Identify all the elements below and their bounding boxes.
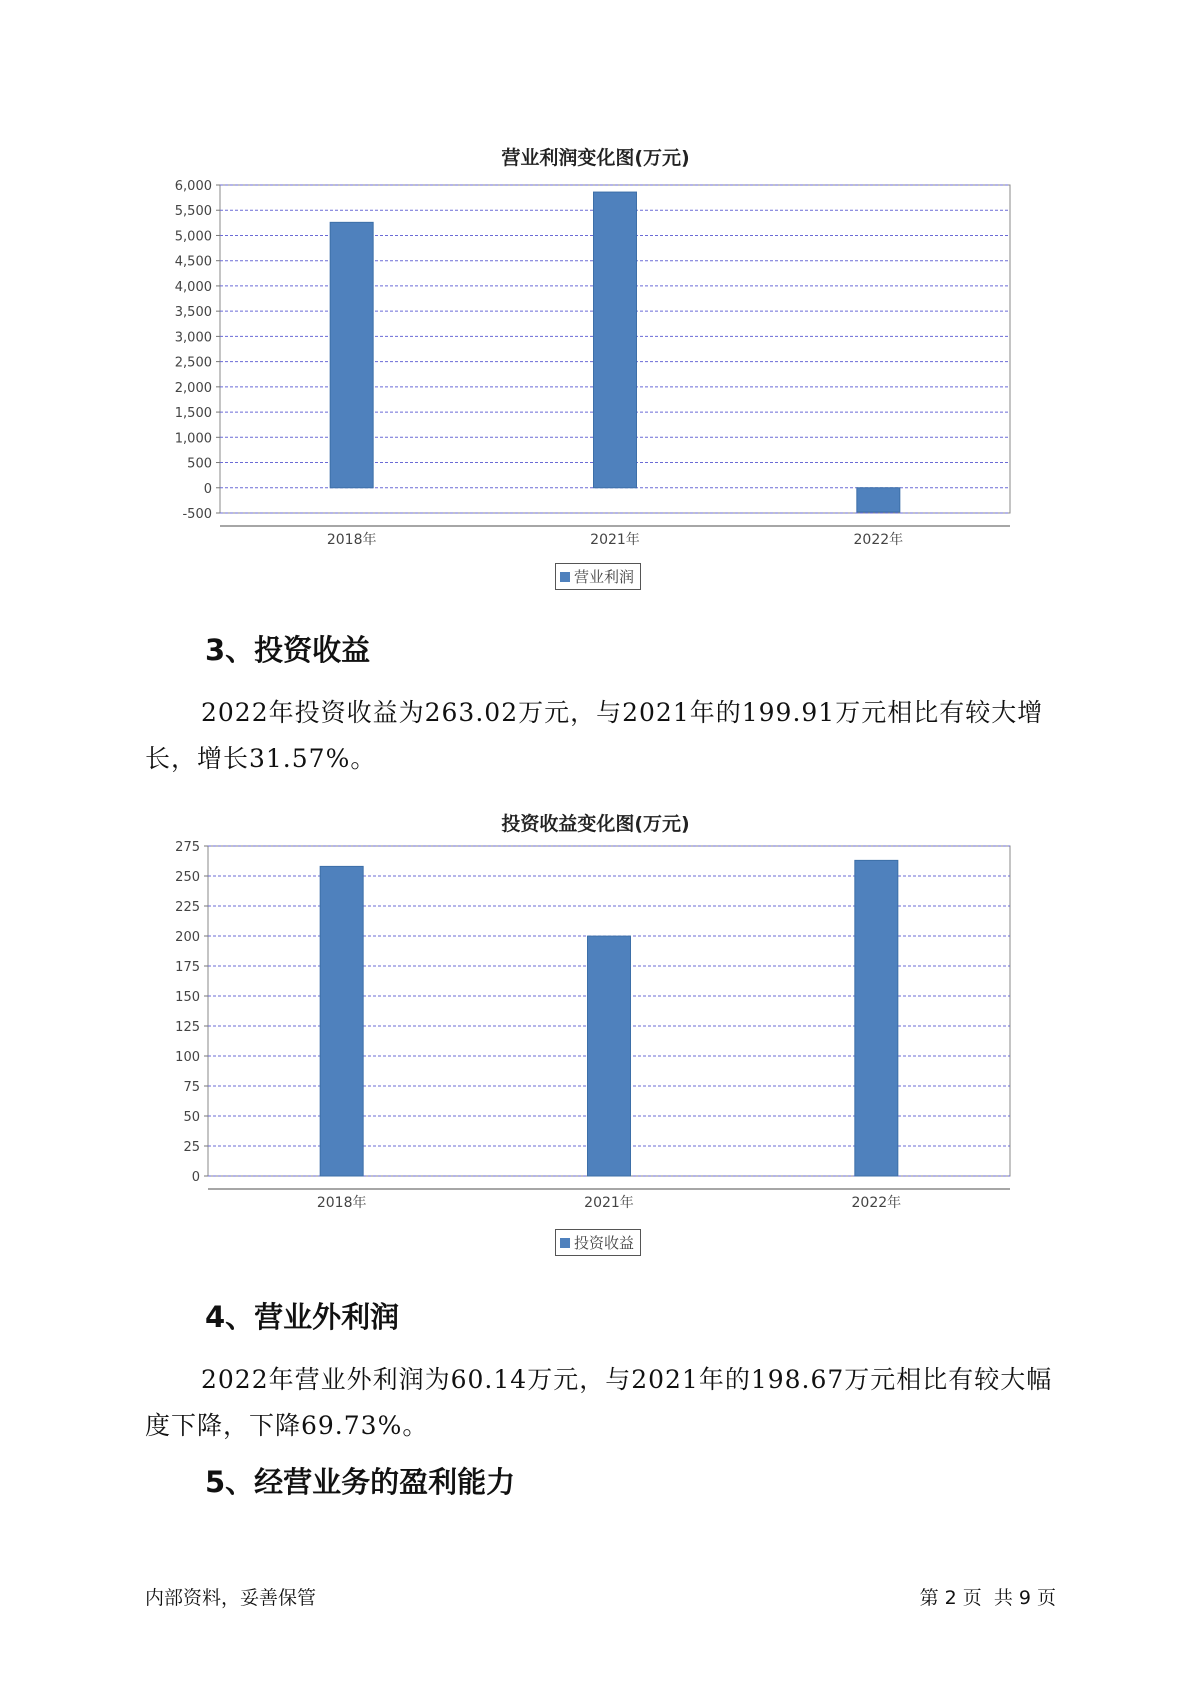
y-tick-label: 50 bbox=[183, 1110, 200, 1125]
y-tick-label: 2,000 bbox=[174, 380, 212, 396]
chart2-legend-label: 投资收益 bbox=[574, 1234, 635, 1252]
footer-left: 内部资料，妥善保管 bbox=[145, 1587, 317, 1609]
y-tick-label: 2,500 bbox=[174, 355, 212, 371]
x-tick-label: 2018年 bbox=[316, 1195, 367, 1211]
y-tick-label: -500 bbox=[182, 507, 212, 522]
y-tick-label: 200 bbox=[175, 930, 200, 945]
x-tick-label: 2018年 bbox=[326, 532, 377, 548]
x-tick-label: 2021年 bbox=[590, 532, 640, 548]
y-tick-label: 3,000 bbox=[174, 330, 212, 346]
x-tick-label: 2021年 bbox=[584, 1195, 634, 1211]
chart1-title: 营业利润变化图(万元) bbox=[501, 147, 690, 169]
y-tick-label: 0 bbox=[191, 1170, 200, 1185]
bar bbox=[855, 860, 898, 1176]
x-tick-label: 2022年 bbox=[851, 1195, 902, 1211]
y-tick-label: 5,500 bbox=[174, 204, 212, 220]
footer-page-number: 第 2 页 共 9 页 bbox=[919, 1587, 1056, 1609]
investment-paragraph: 2022年投资收益为263.02万元，与2021年的199.91万元相比有较大增长，增长31.57%。 bbox=[145, 698, 1044, 773]
x-tick-label: 2022年 bbox=[853, 532, 904, 548]
y-tick-label: 250 bbox=[175, 870, 200, 885]
y-tick-label: 500 bbox=[187, 456, 212, 472]
y-tick-label: 6,000 bbox=[174, 179, 212, 194]
y-tick-label: 4,000 bbox=[174, 279, 212, 295]
y-tick-label: 4,500 bbox=[174, 254, 212, 270]
bar bbox=[320, 866, 363, 1176]
y-tick-label: 125 bbox=[175, 1020, 200, 1035]
chart2-title: 投资收益变化图(万元) bbox=[501, 813, 690, 835]
y-tick-label: 150 bbox=[175, 990, 200, 1005]
y-tick-label: 3,500 bbox=[174, 305, 212, 321]
y-tick-label: 0 bbox=[203, 481, 212, 497]
section-heading-non-operating: 4、营业外利润 bbox=[205, 1300, 400, 1334]
y-tick-label: 5,000 bbox=[174, 229, 212, 245]
y-tick-label: 225 bbox=[175, 900, 200, 915]
y-tick-label: 75 bbox=[183, 1080, 200, 1095]
legend-swatch bbox=[560, 1238, 570, 1248]
y-tick-label: 100 bbox=[175, 1050, 200, 1065]
chart2-legend bbox=[555, 1229, 641, 1256]
y-tick-label: 1,500 bbox=[174, 406, 212, 422]
chart1-legend-label: 营业利润 bbox=[574, 568, 635, 586]
section-heading-profitability: 5、经营业务的盈利能力 bbox=[205, 1465, 516, 1499]
non-operating-paragraph: 2022年营业外利润为60.14万元，与2021年的198.67万元相比有较大幅度下降，下降69.73%。 bbox=[145, 1365, 1053, 1440]
y-tick-label: 1,000 bbox=[174, 431, 212, 447]
y-tick-label: 275 bbox=[175, 840, 200, 855]
section-heading-investment: 3、投资收益 bbox=[205, 633, 371, 667]
y-tick-label: 175 bbox=[175, 960, 200, 975]
y-tick-label: 25 bbox=[183, 1140, 200, 1155]
bar bbox=[588, 936, 631, 1176]
